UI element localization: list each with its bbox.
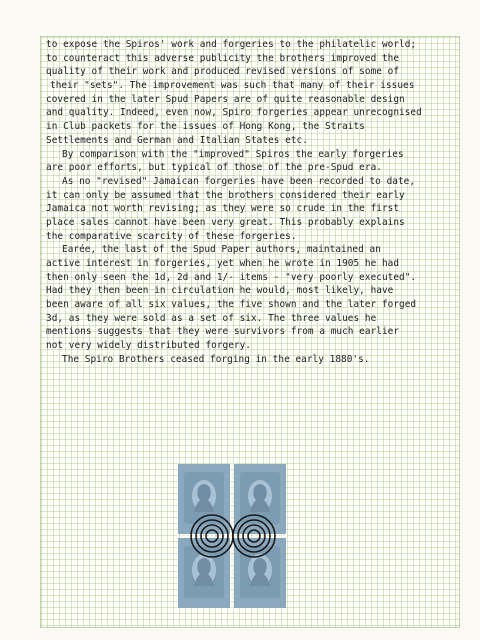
text-line: in Club packets for the issues of Hong Kong, the Straits	[46, 121, 365, 133]
text-line: As no "revised" Jamaican forgeries have been recorded to date,	[62, 175, 416, 187]
text-line: 3d, as they were sold as a set of six. The three values he	[46, 312, 377, 324]
text-line: then only seen the 1d, 2d and 1/- items - "very poorly executed".	[46, 271, 417, 283]
stamp-block-image	[176, 462, 288, 610]
stamp-block	[176, 462, 288, 610]
text-line: mentions suggests that they were survivors from a much earlier	[46, 326, 400, 338]
text-line: quality of their work and produced revised versions of some of	[46, 66, 400, 78]
text-line: Settlements and German and Italian States etc.	[46, 134, 308, 146]
text-line: Earée, the last of the Spud Paper authors, maintained an	[62, 244, 381, 256]
text-line: By comparison with the "improved" Spiros the early forgeries	[62, 148, 404, 160]
text-line: place sales cannot have been very great. This probably explains	[46, 216, 405, 228]
text-line: been aware of all six values, the five shown and the later forged	[46, 299, 417, 311]
stamp-top-right	[234, 464, 286, 534]
text-line: not very widely distributed forgery.	[46, 340, 251, 352]
text-line: to counteract this adverse publicity the brothers improved the	[46, 52, 400, 64]
text-line: their "sets". The improvement was such that many of their issues	[50, 80, 415, 92]
text-line: Had they then been in circulation he would, most likely, have	[46, 285, 394, 297]
text-line: to expose the Spiros' work and forgeries to the philatelic world;	[46, 39, 417, 50]
text-line: The Spiro Brothers ceased forging in the early 1880's.	[62, 353, 370, 365]
text-line: active interest in forgeries, yet when he wrote in 1905 he had	[46, 258, 400, 269]
stamp-bottom-right	[234, 538, 286, 608]
text-line: covered in the later Spud Papers are of quite reasonable design	[46, 93, 405, 105]
body-text	[46, 38, 456, 367]
text-line: are poor efforts, but typical of those of the pre-Spud era.	[46, 162, 382, 174]
text-line: the comparative scarcity of these forgeries.	[46, 230, 297, 242]
text-line: and quality. Indeed, even now, Spiro forgeries appear unrecognised	[46, 107, 422, 119]
text-line: Jamaica not worth revising; as they were so crude in the first	[46, 203, 400, 215]
text-line: it can only be assumed that the brothers considered their early	[46, 189, 405, 201]
